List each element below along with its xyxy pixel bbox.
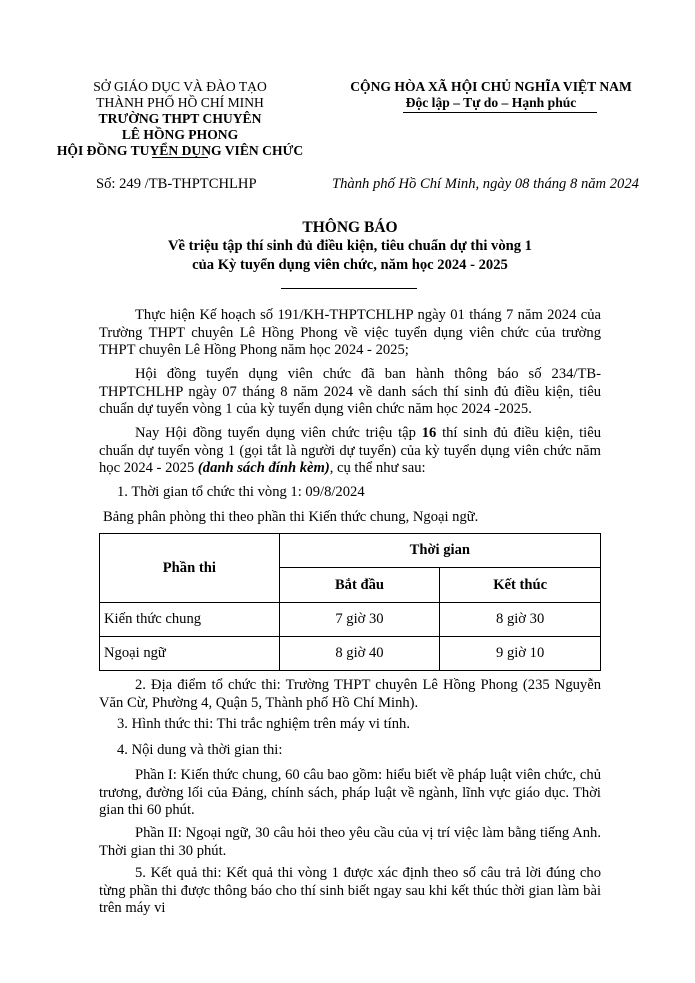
title-underline (281, 288, 417, 289)
motto: Độc lập – Tự do – Hạnh phúc (405, 95, 577, 110)
paragraph-plan-reference: Thực hiện Kế hoạch số 191/KH-THPTCHLHP ngày 01 tháng 7 năm 2024 của Trường THPT chuyên Lê Hồng Phong về việc tuyển dụng viên chức của trường THPT chuyên Lê Hồng Phong năm học 2024 - 2025; (99, 307, 601, 359)
summons-text-b: thí sinh đủ điều kiện, tiêu chuẩn dự tuyển vòng 1 (gọi tắt là người dự tuyển) của kỳ tuyển dụng viên chức năm học 2024 - 2025 (99, 425, 601, 477)
issuer-city: THÀNH PHỐ HỒ CHÍ MINH (96, 95, 264, 110)
issue-date (332, 176, 639, 194)
paragraph-part2: Phần II: Ngoại ngữ, 30 câu hỏi theo yêu cầu của vị trí việc làm bằng tiếng Anh. Thời gian thi 30 phút. (99, 825, 601, 859)
summons-text-c: , cụ thể như sau: (329, 460, 426, 477)
issue-month: 8 (570, 176, 578, 192)
header-start: Bắt đầu (279, 568, 440, 603)
notice-subject-line1: Về triệu tập thí sinh đủ điều kiện, tiêu chuẩn dự thi vòng 1 (168, 238, 532, 254)
item-exam-location: 2. Địa điểm tổ chức thi: Trường THPT chuyên Lê Hồng Phong (235 Nguyễn Văn Cừ, Phường 4, Quận 5, Thành phố Hồ Chí Minh). (99, 677, 601, 711)
document-number (96, 176, 257, 194)
issue-day: 08 (514, 176, 530, 192)
row-end: 9 giờ 10 (440, 637, 601, 671)
row-part: Kiến thức chung (100, 603, 280, 637)
issuer-department: SỞ GIÁO DỤC VÀ ĐÀO TẠO (93, 79, 267, 94)
exam-schedule-table (99, 533, 601, 671)
paragraph-summons (99, 425, 601, 478)
issuer-school-line2: LÊ HỒNG PHONG (121, 127, 239, 142)
header-part: Phần thi (100, 534, 280, 603)
issuer-underline (152, 157, 208, 158)
item-exam-date: 1. Thời gian tổ chức thi vòng 1: 09/8/2024 (117, 484, 365, 500)
attached-list-note: (danh sách đính kèm) (197, 460, 330, 477)
issue-place: Thành phố Hồ Chí Minh, ngày (332, 176, 512, 192)
item-exam-format: 3. Hình thức thi: Thi trắc nghiệm trên máy vi tính. (117, 716, 410, 732)
doc-number-value: 249 (119, 176, 142, 192)
summons-text-a: Nay Hội đồng tuyển dụng viên chức triệu tập (135, 425, 416, 441)
row-start: 7 giờ 30 (279, 603, 440, 637)
table-row (100, 637, 601, 671)
national-motto-block (333, 79, 649, 111)
issue-month-label: tháng (533, 176, 567, 192)
paragraph-part1: Phần I: Kiến thức chung, 60 câu bao gồm: hiểu biết về pháp luật viên chức, chủ trương, đường lối của Đảng, chính sách, pháp luật về ngành, lĩnh vực giáo dục. Thời gian thi 60 phút. (99, 767, 601, 819)
doc-number-prefix: Số: (96, 176, 116, 192)
notice-heading: THÔNG BÁO (302, 219, 398, 236)
item-exam-results: 5. Kết quả thi: Kết quả thi vòng 1 được xác định theo số câu trả lời đúng cho từng phần thi được thông báo cho thí sinh biết ngay sau khi kết thúc thời gian làm bài trên máy vi (99, 865, 601, 917)
candidate-count: 16 (421, 425, 437, 441)
issuer-school-line1: TRƯỜNG THPT CHUYÊN (98, 111, 262, 126)
row-end: 8 giờ 30 (440, 603, 601, 637)
header-time: Thời gian (279, 534, 600, 568)
country-name: CỘNG HÒA XÃ HỘI CHỦ NGHĨA VIỆT NAM (350, 79, 632, 94)
item-exam-content: 4. Nội dung và thời gian thi: (117, 742, 283, 758)
motto-underline (403, 112, 597, 113)
row-part: Ngoại ngữ (100, 637, 280, 671)
header-end: Kết thúc (440, 568, 601, 603)
row-start: 8 giờ 40 (279, 637, 440, 671)
issue-year: năm 2024 (580, 176, 639, 192)
notice-subject-line2: của Kỳ tuyển dụng viên chức, năm học 2024 - 2025 (192, 257, 508, 273)
doc-number-suffix: /TB-THPTCHLHP (144, 176, 257, 192)
issuer-block (45, 79, 315, 159)
issuer-council: HỘI ĐỒNG TUYỂN DỤNG VIÊN CHỨC (56, 143, 304, 158)
paragraph-previous-notice: Hội đồng tuyển dụng viên chức đã ban hành thông báo số 234/TB-THPTCHLHP ngày 07 tháng 8 năm 2024 về danh sách thí sinh đủ điều kiện, tiêu chuẩn dự tuyển vòng 1 của kỳ tuyển dụng viên chức năm học 2024 -2025. (99, 366, 601, 418)
table-caption: Bảng phân phòng thi theo phần thi Kiến thức chung, Ngoại ngữ. (103, 509, 479, 525)
table-row (100, 603, 601, 637)
notice-title (99, 218, 601, 275)
